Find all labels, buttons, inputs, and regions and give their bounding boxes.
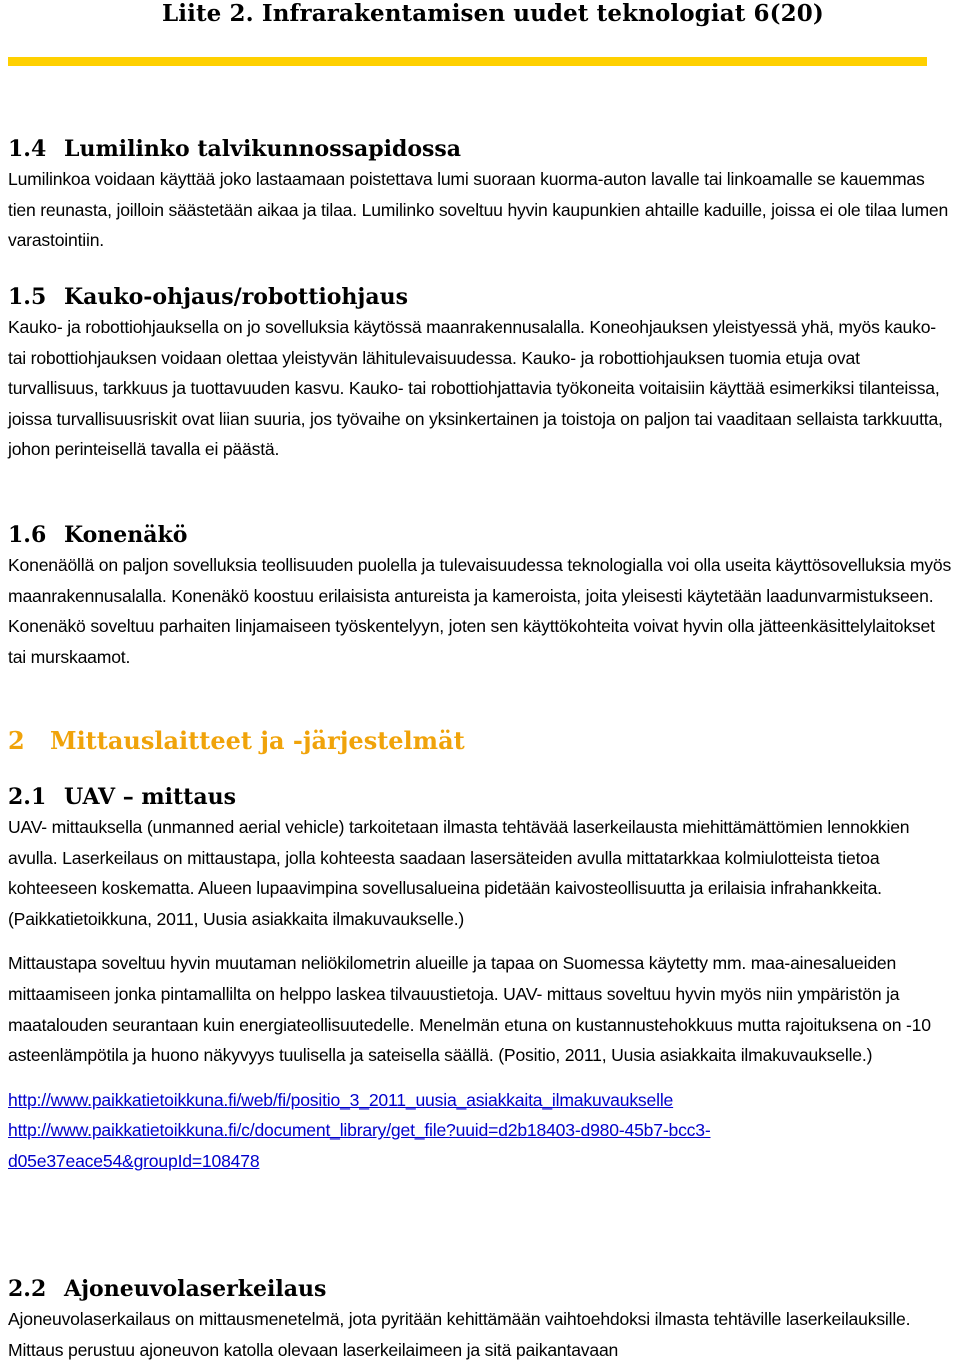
section-title: UAV – mittaus [64, 784, 236, 810]
section-2-1 [8, 782, 954, 1177]
section-number: 2.2 [8, 1276, 47, 1302]
section-1-5 [8, 282, 954, 465]
section-text: Lumilinkoa voidaan käyttää joko lastaamaan poistettava lumi suoraan kuorma-auton lavalle tai linkoamalle se kauemmas tien reunasta, joilloin säästetään aikaa ja tilaa. Lumilinko soveltuu hyvin kaupunkien ahtaille kaduille, joissa ei ole tilaa lumen varastointiin. [8, 169, 949, 251]
chapter-title: Mittauslaitteet ja -järjestelmät [50, 726, 465, 755]
link-list [8, 1085, 954, 1177]
section-heading [8, 134, 954, 164]
page-title: Liite 2. Infrarakentamisen uudet teknologiat 6(20) [162, 0, 824, 27]
section-heading [8, 520, 954, 550]
section-heading [8, 1274, 954, 1304]
section-number: 1.6 [8, 522, 47, 548]
chapter-number: 2 [8, 726, 25, 755]
section-text: Konenäöllä on paljon sovelluksia teollisuuden puolella ja tulevaisuudessa teknologialla voi olla useita käyttösovelluksia myös maanrakennusalalla. Konenäkö koostuu erilaisista antureista ja kameroista, joita yleisesti käytetään laadunvarmistukseen. Konenäkö soveltuu parhaiten linjamaiseen työskentelyyn, joten sen käyttökohteita voivat hyvin olla jätteenkäsittelylaitokset tai murskaamot. [8, 555, 952, 667]
section-title: Lumilinko talvikunnossapidossa [64, 136, 462, 162]
section-title: Konenäkö [64, 522, 188, 548]
section-text: Kauko- ja robottiohjauksella on jo sovelluksia käytössä maanrakennusalalla. Koneohjauksen yleistyessä yhä, myös kauko- tai robottiohjauksen voidaan olettaa yleistyvän lähitulevaisuudessa. Kauko- ja robottiohjauksen tuomia etuja ovat turvallisuus, tarkkuus ja tuottavuuden kasvu. Kauko- tai robottiohjattavia työkoneita voitaisiin käyttää esimerkiksi tilanteissa, joissa turvallisuusriskit ovat liian suuria, jos työvaihe on yksinkertainen ja toistoja on paljon tai vaaditaan sellaista tarkkuutta, johon perinteisellä tavalla ei päästä. [8, 317, 943, 460]
section-2 [8, 724, 954, 758]
section-1-4 [8, 134, 954, 256]
header-rule [8, 57, 927, 66]
section-number: 1.4 [8, 136, 47, 162]
section-text: Mittaustapa soveltuu hyvin muutaman neliökilometrin alueille ja tapaa on Suomessa käytetty mm. maa-ainesalueiden mittaamiseen jonka pintamallilta on helppo laskea tilvauustietoja. UAV- mittaus soveltuu hyvin myös niin ympäristön ja maatalouden seurantaan kuin energiateollisuutedelle. Menelmän etuna on kustannustehokkuus mutta rajoituksena on -10 asteenlämpötila ja huono näkyvyys tuulisella ja sateisella säällä. (Positio, 2011, Uusia asiakkaita ilmakuvaukselle.) [8, 953, 931, 1066]
section-2-2 [8, 1274, 954, 1365]
section-title: Kauko-ohjaus/robottiohjaus [64, 284, 408, 310]
section-heading [8, 282, 954, 312]
section-heading [8, 782, 954, 812]
section-number: 2.1 [8, 784, 47, 810]
section-title: Ajoneuvolaserkeilaus [64, 1276, 327, 1302]
section-text: UAV- mittauksella (unmanned aerial vehicle) tarkoitetaan ilmasta tehtävää laserkeilausta miehittämättömien lennokkien avulla. Laserkeilaus on mittaustapa, jolla kohteesta saadaan lasersäteiden avulla mittatarkkaa kolmiulotteista tietoa kohteeseen koskematta. Alueen lupaavimpina sovellusalueina pidetään kaivosteollisuutta ja erilaisia infrahankkeita. (Paikkatietoikkuna, 2011, Uusia asiakkaita ilmakuvaukselle.) [8, 817, 910, 929]
reference-link[interactable]: http://www.paikkatietoikkuna.fi/c/document_library/get_file?uuid=d2b18403-d980-45b7-bcc3-d05e37eace54&groupId=108478 [8, 1120, 711, 1171]
reference-link[interactable]: http://www.paikkatietoikkuna.fi/web/fi/positio_3_2011_uusia_asiakkaita_ilmakuvaukselle [8, 1089, 674, 1110]
section-1-6 [8, 520, 954, 672]
chapter-heading [8, 724, 954, 758]
section-text: Ajoneuvolaserkailaus on mittausmenetelmä, jota pyritään kehittämään vaihtoehdoksi ilmasta tehtäville laserkeilauksille. Mittaus perustuu ajoneuvon katolla olevaan laserkeilaimeen ja sitä paikantavaan [8, 1309, 911, 1360]
section-number: 1.5 [8, 284, 47, 310]
